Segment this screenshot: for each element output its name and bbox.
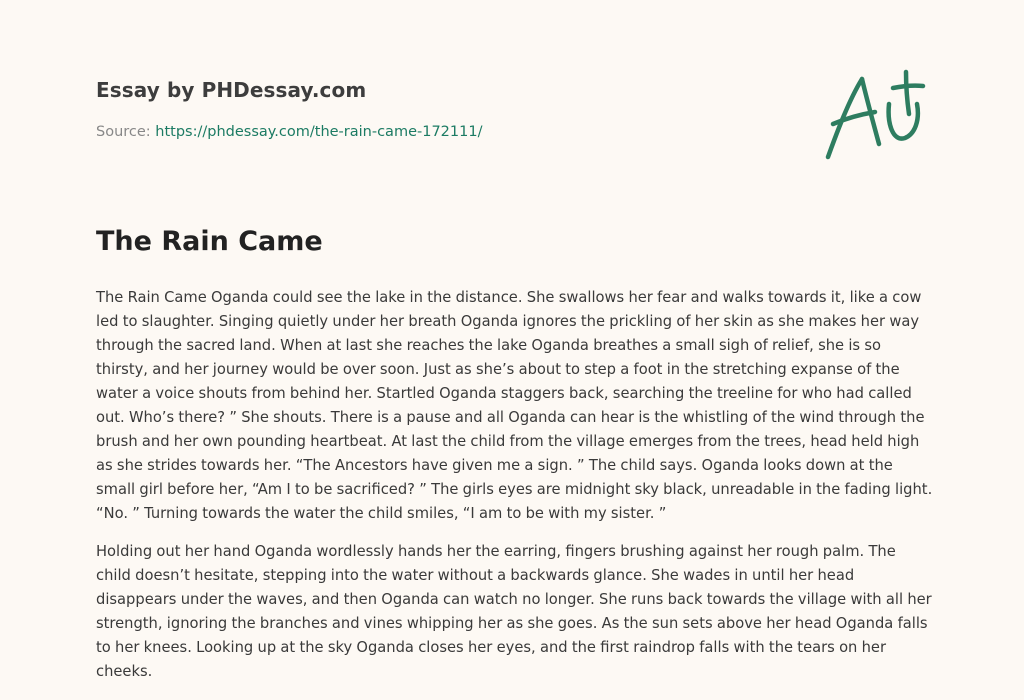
a-plus-grade-icon: [815, 62, 935, 172]
essay-paragraph: The Rain Came Oganda could see the lake in the distance. She swallows her fear and walks towards it, like a cow led to slaughter. Singing quietly under her breath Oganda ignores the prickling of her skin as she makes her way through the sacred land. When at last she reaches the lake Oganda breathes a small sigh of relief, she is so thirsty, and her journey would be over soon. Just as she’s about to step a foot in the stretching expanse of the water a voice shouts from behind her. Startled Oganda staggers back, searching the treeline for who had called out. Who’s there? ” She shouts. There is a pause and all Oganda can hear is the whistling of the wind through the brush and her own pounding heartbeat. At last the child from the village emerges from the trees, head held high as she strides towards her. “The Ancestors have given me a sign. ” The child says. Oganda looks down at the small girl before her, “Am I to be sacrificed? ” The girls eyes are midnight sky black, unreadable in the fading light. “No. ” Turning towards the water the child smiles, “I am to be with my sister. ”: [96, 289, 933, 522]
source-label: Source:: [96, 124, 151, 140]
essay-title: The Rain Came: [96, 226, 323, 257]
source-line: [96, 124, 482, 140]
essay-body: [96, 286, 934, 698]
source-link[interactable]: https://phdessay.com/the-rain-came-172111/: [155, 124, 483, 140]
site-brand: Essay by PHDessay.com: [96, 78, 367, 102]
essay-paragraph: Holding out her hand Oganda wordlessly hands her the earring, fingers brushing against her rough palm. The child doesn’t hesitate, stepping into the water without a backwards glance. She wades in until her head disappears under the waves, and then Oganda can watch no longer. She runs back towards the village with all her strength, ignoring the branches and vines whipping her as she goes. As the sun sets above her head Oganda falls to her knees. Looking up at the sky Oganda closes her eyes, and the first raindrop falls with the tears on her cheeks.: [96, 543, 932, 680]
